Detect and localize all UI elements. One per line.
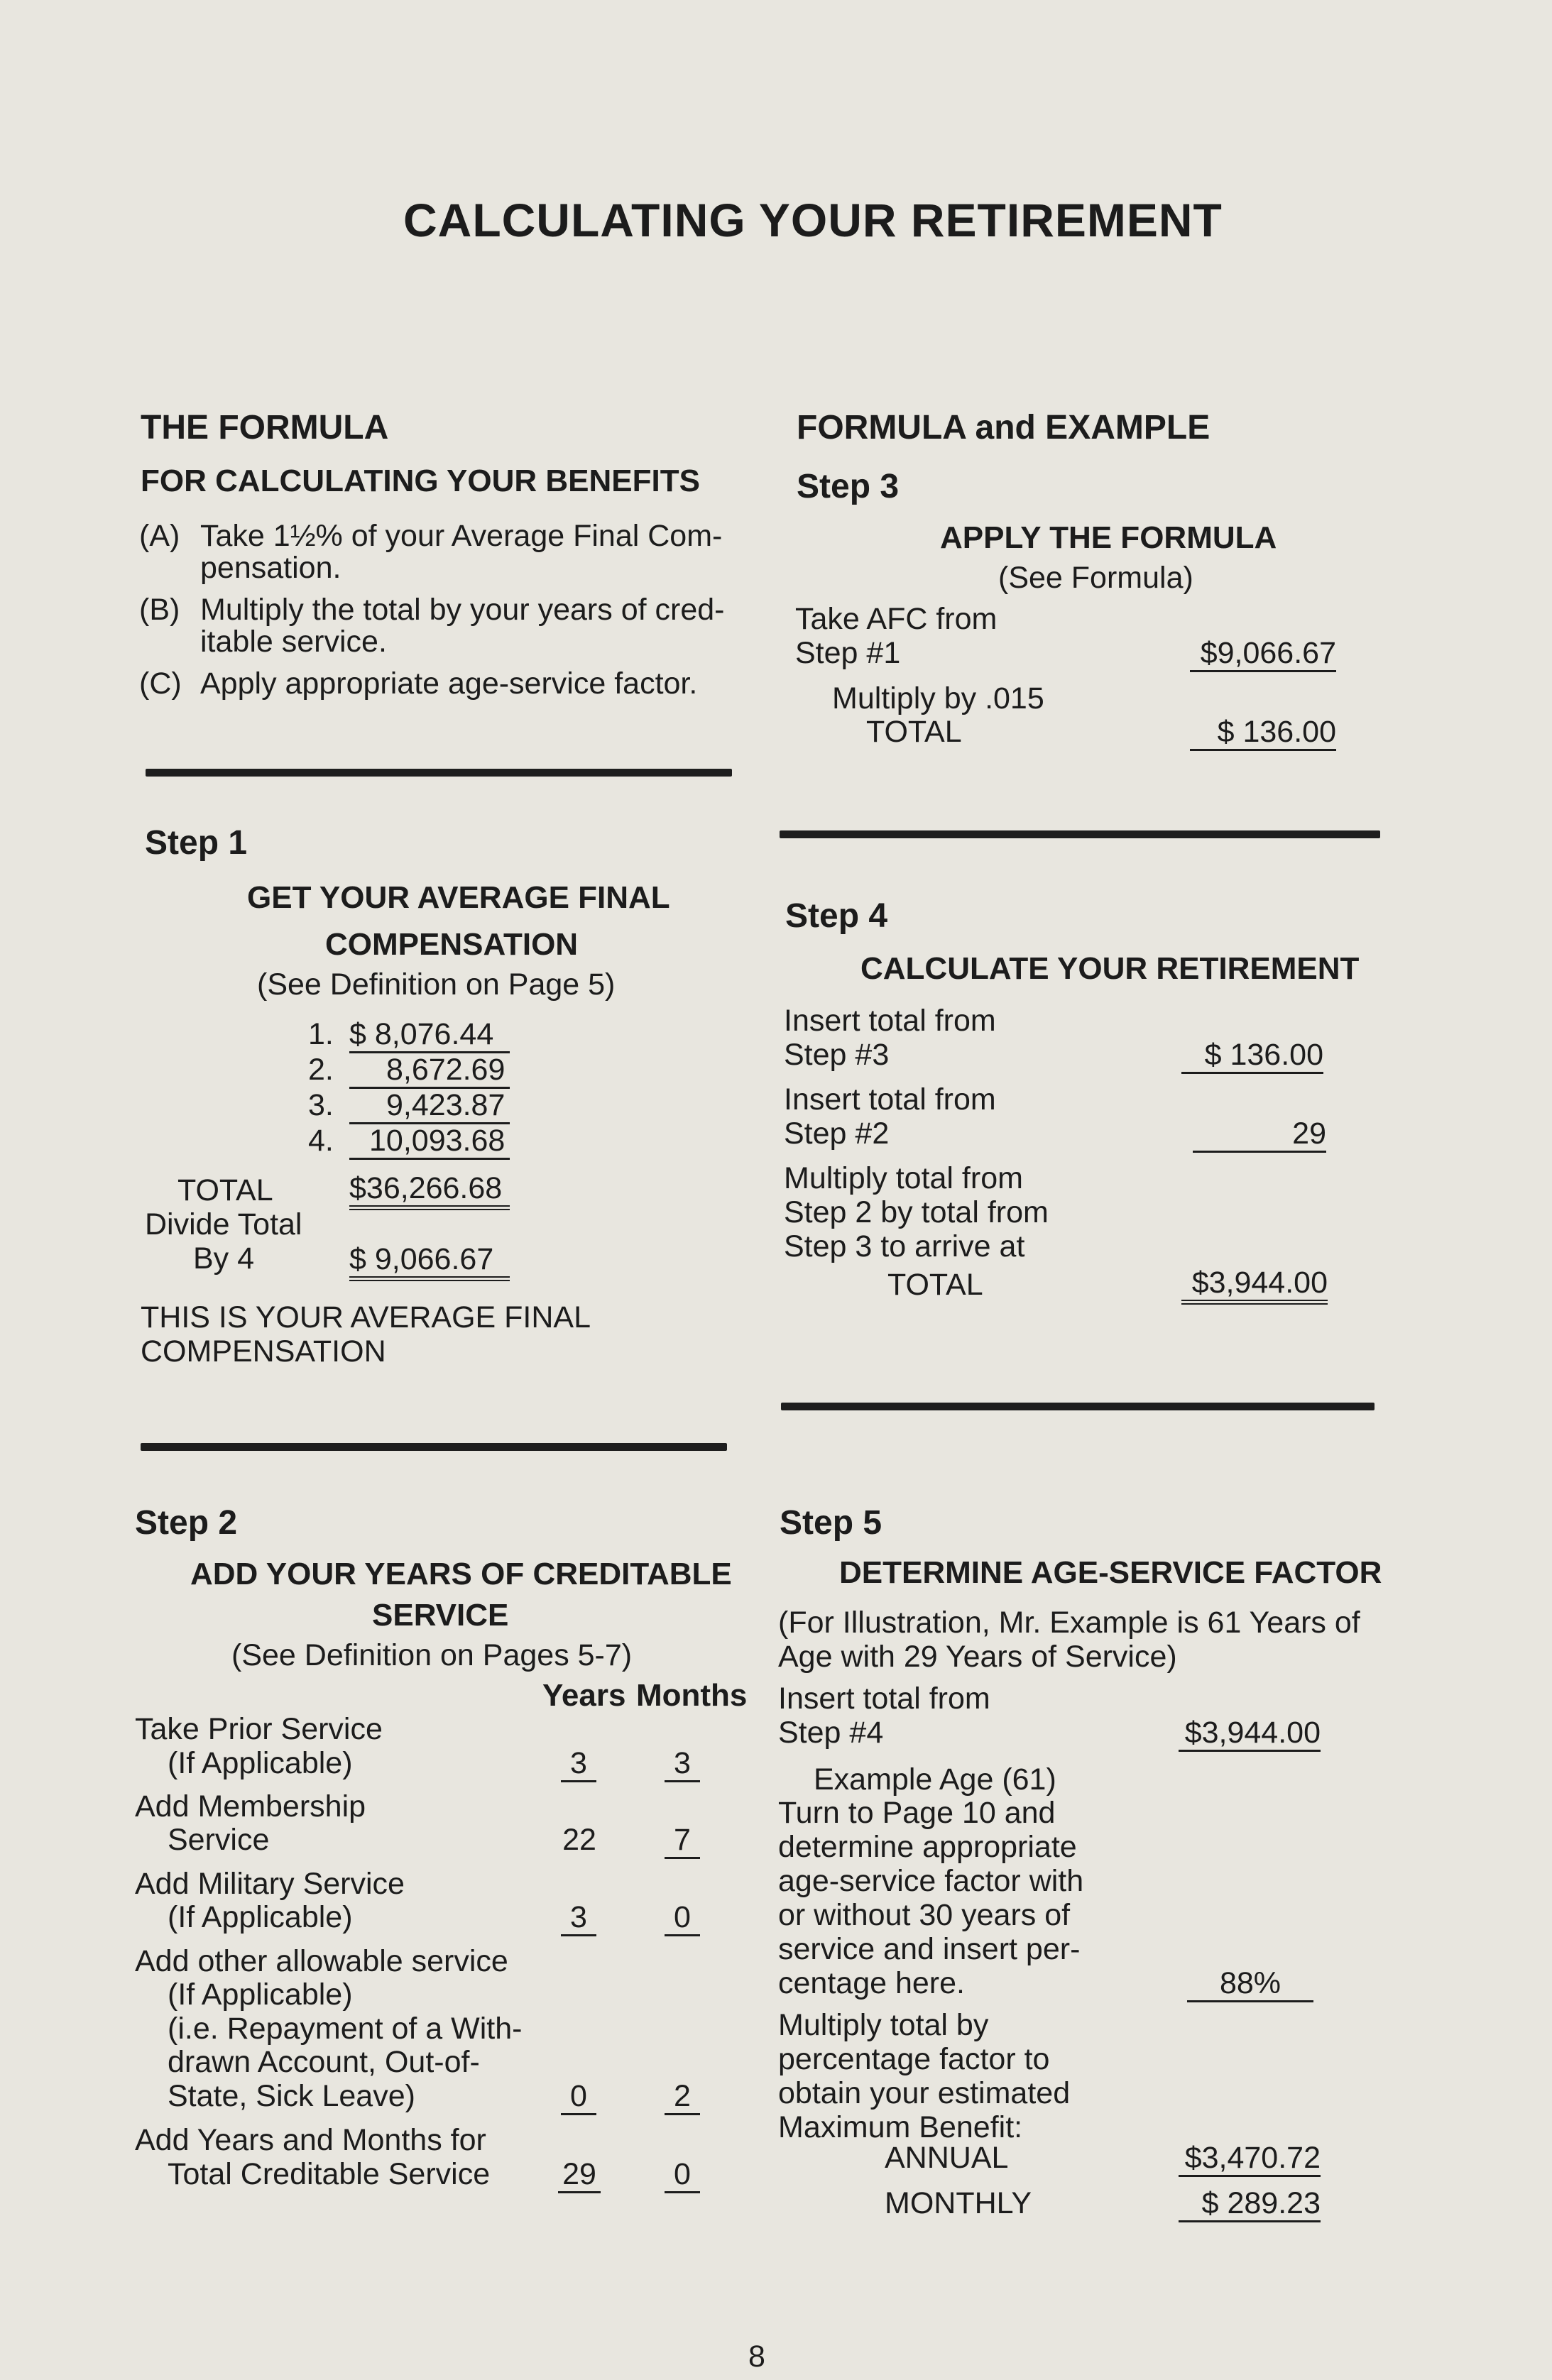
step5-turn-line1: Turn to Page 10 and — [778, 1796, 1056, 1830]
step1-row-amount-text: 10,093.68 — [369, 1124, 506, 1158]
step4-heading: CALCULATE YOUR RETIREMENT — [860, 951, 1360, 986]
step5-illus-line1: (For Illustration, Mr. Example is 61 Years of — [778, 1606, 1360, 1640]
step3-line2: Step #1 — [795, 636, 901, 670]
example-heading: FORMULA and EXAMPLE — [797, 409, 1211, 446]
step4-s2-value: 29 — [1193, 1117, 1326, 1153]
step2-military-line2: (If Applicable) — [168, 1900, 353, 1934]
step1-footer-line1: THIS IS YOUR AVERAGE FINAL — [141, 1300, 591, 1334]
step2-other-years: 0 — [561, 2079, 596, 2115]
step2-total-line2: Total Creditable Service — [168, 2157, 491, 2191]
step2-other-line2: (If Applicable) — [168, 1978, 353, 2012]
step3-total-label: TOTAL — [866, 715, 962, 749]
step2-member-line2: Service — [168, 1823, 270, 1857]
step4-mult-line1: Multiply total from — [784, 1161, 1023, 1195]
step3-line1: Take AFC from — [795, 602, 998, 636]
step2-total-years: 29 — [558, 2157, 601, 2193]
step2-military-line1: Add Military Service — [135, 1867, 405, 1901]
divider — [781, 1403, 1375, 1410]
step1-row-num: 2. — [308, 1053, 334, 1087]
step3-heading: APPLY THE FORMULA — [940, 520, 1277, 555]
step5-turn-line2: determine appropriate — [778, 1830, 1077, 1864]
step5-ins-value: $3,944.00 — [1179, 1716, 1321, 1752]
step5-monthly-value: $ 289.23 — [1179, 2186, 1321, 2222]
step1-row-amount-text: 8,672.69 — [386, 1053, 506, 1087]
step2-military-years: 3 — [561, 1900, 596, 1936]
step4-s2-line1: Insert total from — [784, 1082, 996, 1117]
step1-divide-line1: Divide Total — [145, 1207, 302, 1241]
step1-divide-value: $ 9,066.67 — [349, 1242, 510, 1281]
step5-mult-line1: Multiply total by — [778, 2008, 989, 2042]
step5-pct-value: 88% — [1187, 1966, 1313, 2002]
step1-row-num: 1. — [308, 1017, 334, 1051]
step5-annual-value: $3,470.72 — [1179, 2141, 1321, 2177]
step1-row-num: 3. — [308, 1088, 334, 1122]
step5-mult-line3: obtain your estimated — [778, 2076, 1071, 2110]
step2-member-line1: Add Membership — [135, 1789, 366, 1824]
step2-heading-line1: ADD YOUR YEARS OF CREDITABLE — [190, 1557, 732, 1591]
step5-turn-line6: centage here. — [778, 1966, 965, 2000]
formula-a-line2: pensation. — [200, 551, 341, 585]
step2-heading-line2: SERVICE — [372, 1598, 509, 1633]
step3-label: Step 3 — [797, 468, 900, 505]
step2-other-line3: (i.e. Repayment of a With- — [168, 2012, 523, 2046]
formula-b-line1: Multiply the total by your years of cred- — [200, 593, 725, 627]
step5-annual-label: ANNUAL — [885, 2141, 1009, 2175]
page-number: 8 — [748, 2340, 765, 2374]
step1-label: Step 1 — [145, 824, 248, 862]
formula-heading: THE FORMULA — [141, 409, 389, 446]
formula-b-label: (B) — [139, 593, 180, 627]
step2-col-years: Years — [542, 1678, 626, 1713]
step2-other-line5: State, Sick Leave) — [168, 2079, 415, 2113]
step3-multiply: Multiply by .015 — [832, 681, 1044, 715]
step2-prior-line2: (If Applicable) — [168, 1746, 353, 1780]
step4-total-value: $3,944.00 — [1181, 1266, 1328, 1305]
step4-mult-line2: Step 2 by total from — [784, 1195, 1049, 1229]
step3-afc-value: $9,066.67 — [1190, 636, 1336, 672]
step2-prior-months: 3 — [665, 1746, 700, 1782]
step4-s2-line2: Step #2 — [784, 1117, 890, 1151]
step1-footer-line2: COMPENSATION — [141, 1334, 386, 1369]
divider — [780, 830, 1380, 838]
step2-other-line1: Add other allowable service — [135, 1944, 508, 1978]
step2-prior-line1: Take Prior Service — [135, 1712, 383, 1746]
step1-row-num: 4. — [308, 1124, 334, 1158]
step1-total-value: $36,266.68 — [349, 1171, 510, 1210]
step1-heading-line2: COMPENSATION — [325, 927, 579, 962]
step5-label: Step 5 — [780, 1504, 882, 1542]
step2-other-line4: drawn Account, Out-of- — [168, 2045, 480, 2079]
step5-turn-line4: or without 30 years of — [778, 1898, 1071, 1932]
step2-total-months: 0 — [665, 2157, 700, 2193]
step5-mult-line2: percentage factor to — [778, 2042, 1050, 2076]
step2-col-months: Months — [636, 1678, 748, 1713]
step5-mult-line4: Maximum Benefit: — [778, 2110, 1023, 2144]
step5-turn-line3: age-service factor with — [778, 1864, 1084, 1898]
divider — [146, 769, 732, 777]
step1-heading-line1: GET YOUR AVERAGE FINAL — [247, 880, 670, 915]
step2-note: (See Definition on Pages 5-7) — [231, 1638, 633, 1672]
step2-label: Step 2 — [135, 1504, 238, 1542]
formula-b-line2: itable service. — [200, 625, 387, 659]
step1-row-amount — [349, 1088, 510, 1124]
step5-heading: DETERMINE AGE-SERVICE FACTOR — [839, 1555, 1382, 1590]
step4-s3-value: $ 136.00 — [1181, 1038, 1323, 1074]
formula-a-line1: Take 1½% of your Average Final Com- — [200, 519, 723, 553]
step2-member-months: 7 — [665, 1823, 700, 1859]
step4-s3-line1: Insert total from — [784, 1004, 996, 1038]
step2-military-months: 0 — [665, 1900, 700, 1936]
step4-s3-line2: Step #3 — [784, 1038, 890, 1072]
step1-note: (See Definition on Page 5) — [257, 967, 616, 1002]
step1-row-amount-text: 9,423.87 — [386, 1088, 506, 1122]
divider — [141, 1443, 727, 1451]
step4-total-label: TOTAL — [887, 1268, 983, 1302]
step3-total-value: $ 136.00 — [1190, 715, 1336, 751]
step5-ins-line2: Step #4 — [778, 1716, 884, 1750]
step2-total-line1: Add Years and Months for — [135, 2123, 486, 2157]
step3-note: (See Formula) — [998, 561, 1193, 595]
step5-illus-line2: Age with 29 Years of Service) — [778, 1640, 1177, 1674]
step5-age: Example Age (61) — [814, 1762, 1056, 1797]
formula-subheading: FOR CALCULATING YOUR BENEFITS — [141, 464, 700, 498]
formula-a-label: (A) — [139, 519, 180, 553]
step4-mult-line3: Step 3 to arrive at — [784, 1229, 1025, 1263]
page-title: CALCULATING YOUR RETIREMENT — [403, 194, 1223, 246]
step5-monthly-label: MONTHLY — [885, 2186, 1032, 2220]
formula-c-line1: Apply appropriate age-service factor. — [200, 667, 698, 701]
step1-row-amount — [349, 1124, 510, 1160]
step2-member-years: 22 — [562, 1823, 596, 1857]
formula-c-label: (C) — [139, 667, 182, 701]
step1-divide-line2: By 4 — [193, 1241, 255, 1276]
step4-label: Step 4 — [785, 897, 888, 935]
step1-total-label: TOTAL — [177, 1173, 273, 1207]
step1-row-amount: $ 8,076.44 — [349, 1017, 510, 1053]
step2-other-months: 2 — [665, 2079, 700, 2115]
step5-ins-line1: Insert total from — [778, 1682, 990, 1716]
step1-row-amount — [349, 1053, 510, 1089]
step2-prior-years: 3 — [561, 1746, 596, 1782]
step5-turn-line5: service and insert per- — [778, 1932, 1081, 1966]
